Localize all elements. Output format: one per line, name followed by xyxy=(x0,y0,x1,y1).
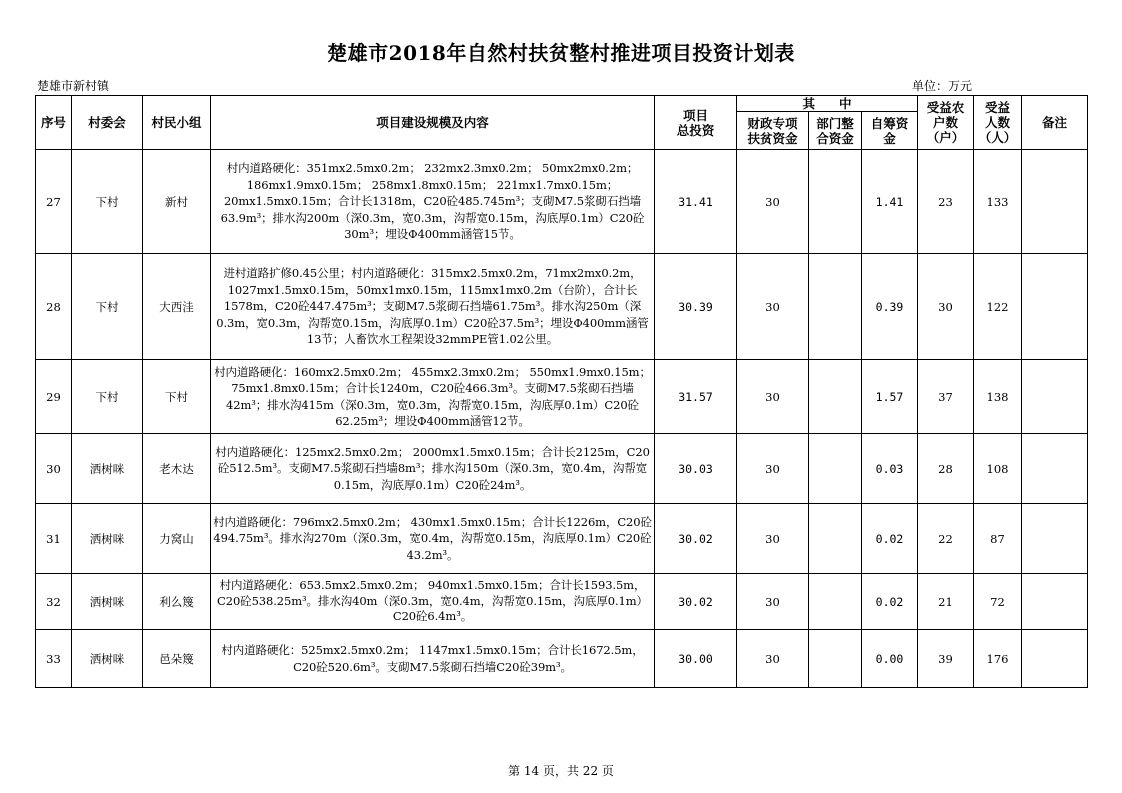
header-seq: 序号 xyxy=(36,96,72,150)
cell-remark xyxy=(1022,504,1088,574)
cell-group: 老木达 xyxy=(143,434,211,504)
page-footer: 第 14 页，共 22 页 xyxy=(508,764,614,778)
cell-committee: 下村 xyxy=(72,254,143,360)
cell-finance: 30 xyxy=(737,504,809,574)
cell-self: 0.03 xyxy=(862,434,918,504)
cell-seq: 27 xyxy=(36,150,72,254)
cell-finance: 30 xyxy=(737,254,809,360)
cell-remark xyxy=(1022,630,1088,688)
cell-remark xyxy=(1022,360,1088,434)
cell-committee: 下村 xyxy=(72,360,143,434)
header-households: 受益农 户数 （户） xyxy=(918,96,974,150)
cell-dept xyxy=(809,434,862,504)
region-label: 楚雄市新村镇 xyxy=(37,79,110,93)
cell-committee: 洒树咪 xyxy=(72,504,143,574)
header-finance: 财政专项 扶贫资金 xyxy=(737,112,809,150)
cell-dept xyxy=(809,150,862,254)
cell-households: 28 xyxy=(918,434,974,504)
cell-remark xyxy=(1022,434,1088,504)
page-title: 楚雄市2018年自然村扶贫整村推进项目投资计划表 xyxy=(327,41,795,65)
cell-total: 31.41 xyxy=(655,150,737,254)
cell-finance: 30 xyxy=(737,630,809,688)
cell-group: 大西洼 xyxy=(143,254,211,360)
header-committee: 村委会 xyxy=(72,96,143,150)
cell-people: 138 xyxy=(974,360,1022,434)
cell-content: 村内道路硬化：125mx2.5mx0.2m； 2000mx1.5mx0.15m；合计长2125m，C20砼512.5m³。支砌M7.5浆砌石挡墙8m³；排水沟150m（深0.3m，宽0.4m，沟帮宽0.15m，沟底厚0.1m）C20砼24m³。 xyxy=(211,434,655,504)
cell-committee: 洒树咪 xyxy=(72,630,143,688)
cell-group: 邑朵篾 xyxy=(143,630,211,688)
header-group: 村民小组 xyxy=(143,96,211,150)
cell-households: 22 xyxy=(918,504,974,574)
table-row xyxy=(36,360,1088,434)
cell-total: 31.57 xyxy=(655,360,737,434)
cell-households: 30 xyxy=(918,254,974,360)
cell-households: 21 xyxy=(918,574,974,630)
cell-dept xyxy=(809,630,862,688)
cell-committee: 洒树咪 xyxy=(72,574,143,630)
cell-group: 下村 xyxy=(143,360,211,434)
cell-finance: 30 xyxy=(737,434,809,504)
cell-content: 进村道路扩修0.45公里；村内道路硬化：315mx2.5mx0.2m，71mx2mx0.2m，1027mx1.5mx0.15m，50mx1mx0.15m，115mx1mx0.2m（台阶），合计长1578m，C20砼447.475m³；支砌M7.5浆砌石挡墙61.75m³。排水沟250m（深0.3m，宽0.3m，沟帮宽0.15m，沟底厚0.1m）C20砼37.5m³；埋设Φ400mm涵管13节；人畜饮水工程架设32mmPE管1.02公里。 xyxy=(211,254,655,360)
cell-people: 133 xyxy=(974,150,1022,254)
cell-remark xyxy=(1022,150,1088,254)
header-of-which xyxy=(737,96,918,112)
cell-dept xyxy=(809,254,862,360)
cell-total: 30.03 xyxy=(655,434,737,504)
cell-content: 村内道路硬化：525mx2.5mx0.2m； 1147mx1.5mx0.15m；合计长1672.5m，C20砼520.6m³。支砌M7.5浆砌石挡墙C20砼39m³。 xyxy=(211,630,655,688)
cell-self: 0.02 xyxy=(862,504,918,574)
cell-total: 30.00 xyxy=(655,630,737,688)
cell-total: 30.02 xyxy=(655,574,737,630)
cell-seq: 28 xyxy=(36,254,72,360)
cell-dept xyxy=(809,504,862,574)
cell-self: 1.41 xyxy=(862,150,918,254)
cell-content: 村内道路硬化：351mx2.5mx0.2m； 232mx2.3mx0.2m； 50mx2mx0.2m；186mx1.9mx0.15m； 258mx1.8mx0.15m； 221mx1.7mx0.15m；20mx1.5mx0.15m；合计长1318m，C20砼485.745m³；支砌M7.5浆砌石挡墙63.9m³；排水沟200m（深0.3m，宽0.3m，沟帮宽0.15m，沟底厚0.1m）C20砼30m³；埋设Φ400mm涵管15节。 xyxy=(211,150,655,254)
cell-people: 108 xyxy=(974,434,1022,504)
cell-self: 0.02 xyxy=(862,574,918,630)
table-row xyxy=(36,150,1088,254)
unit-label: 单位：万元 xyxy=(912,79,973,93)
investment-table xyxy=(35,95,1088,688)
cell-group: 新村 xyxy=(143,150,211,254)
cell-finance: 30 xyxy=(737,574,809,630)
cell-finance: 30 xyxy=(737,360,809,434)
header-of-which-label: 其中 xyxy=(802,96,876,111)
cell-remark xyxy=(1022,254,1088,360)
cell-people: 72 xyxy=(974,574,1022,630)
cell-self: 0.39 xyxy=(862,254,918,360)
table-row xyxy=(36,630,1088,688)
cell-households: 23 xyxy=(918,150,974,254)
cell-content: 村内道路硬化：653.5mx2.5mx0.2m； 940mx1.5mx0.15m；合计长1593.5m，C20砼538.25m³。排水沟40m（深0.3m，宽0.4m，沟帮宽0.15m，沟底厚0.1m）C20砼6.4m³。 xyxy=(211,574,655,630)
header-people: 受益 人数 （人） xyxy=(974,96,1022,150)
cell-people: 122 xyxy=(974,254,1022,360)
cell-households: 39 xyxy=(918,630,974,688)
cell-group: 力窝山 xyxy=(143,504,211,574)
cell-seq: 31 xyxy=(36,504,72,574)
cell-seq: 33 xyxy=(36,630,72,688)
header-content: 项目建设规模及内容 xyxy=(211,96,655,150)
cell-total: 30.39 xyxy=(655,254,737,360)
cell-seq: 30 xyxy=(36,434,72,504)
cell-total: 30.02 xyxy=(655,504,737,574)
cell-people: 176 xyxy=(974,630,1022,688)
cell-people: 87 xyxy=(974,504,1022,574)
header-total: 项目 总投资 xyxy=(655,96,737,150)
cell-remark xyxy=(1022,574,1088,630)
cell-group: 利么篾 xyxy=(143,574,211,630)
header-dept: 部门整 合资金 xyxy=(809,112,862,150)
header-self: 自筹资 金 xyxy=(862,112,918,150)
cell-finance: 30 xyxy=(737,150,809,254)
cell-households: 37 xyxy=(918,360,974,434)
table-row xyxy=(36,254,1088,360)
cell-self: 1.57 xyxy=(862,360,918,434)
table-row xyxy=(36,504,1088,574)
cell-self: 0.00 xyxy=(862,630,918,688)
cell-committee: 下村 xyxy=(72,150,143,254)
table-row xyxy=(36,434,1088,504)
cell-seq: 29 xyxy=(36,360,72,434)
cell-content: 村内道路硬化：160mx2.5mx0.2m； 455mx2.3mx0.2m； 550mx1.9mx0.15m；75mx1.8mx0.15m；合计长1240m，C20砼466.3m³。支砌M7.5浆砌石挡墙42m³；排水沟415m（深0.3m，宽0.3m，沟帮宽0.15m，沟底厚0.1m）C20砼62.25m³；埋设Φ400mm涵管12节。 xyxy=(211,360,655,434)
cell-committee: 洒树咪 xyxy=(72,434,143,504)
cell-dept xyxy=(809,360,862,434)
header-remark: 备注 xyxy=(1022,96,1088,150)
cell-dept xyxy=(809,574,862,630)
cell-seq: 32 xyxy=(36,574,72,630)
cell-content: 村内道路硬化：796mx2.5mx0.2m； 430mx1.5mx0.15m；合计长1226m，C20砼494.75m³。排水沟270m（深0.3m，宽0.4m，沟帮宽0.15m，沟底厚0.1m）C20砼43.2m³。 xyxy=(211,504,655,574)
table-row xyxy=(36,574,1088,630)
